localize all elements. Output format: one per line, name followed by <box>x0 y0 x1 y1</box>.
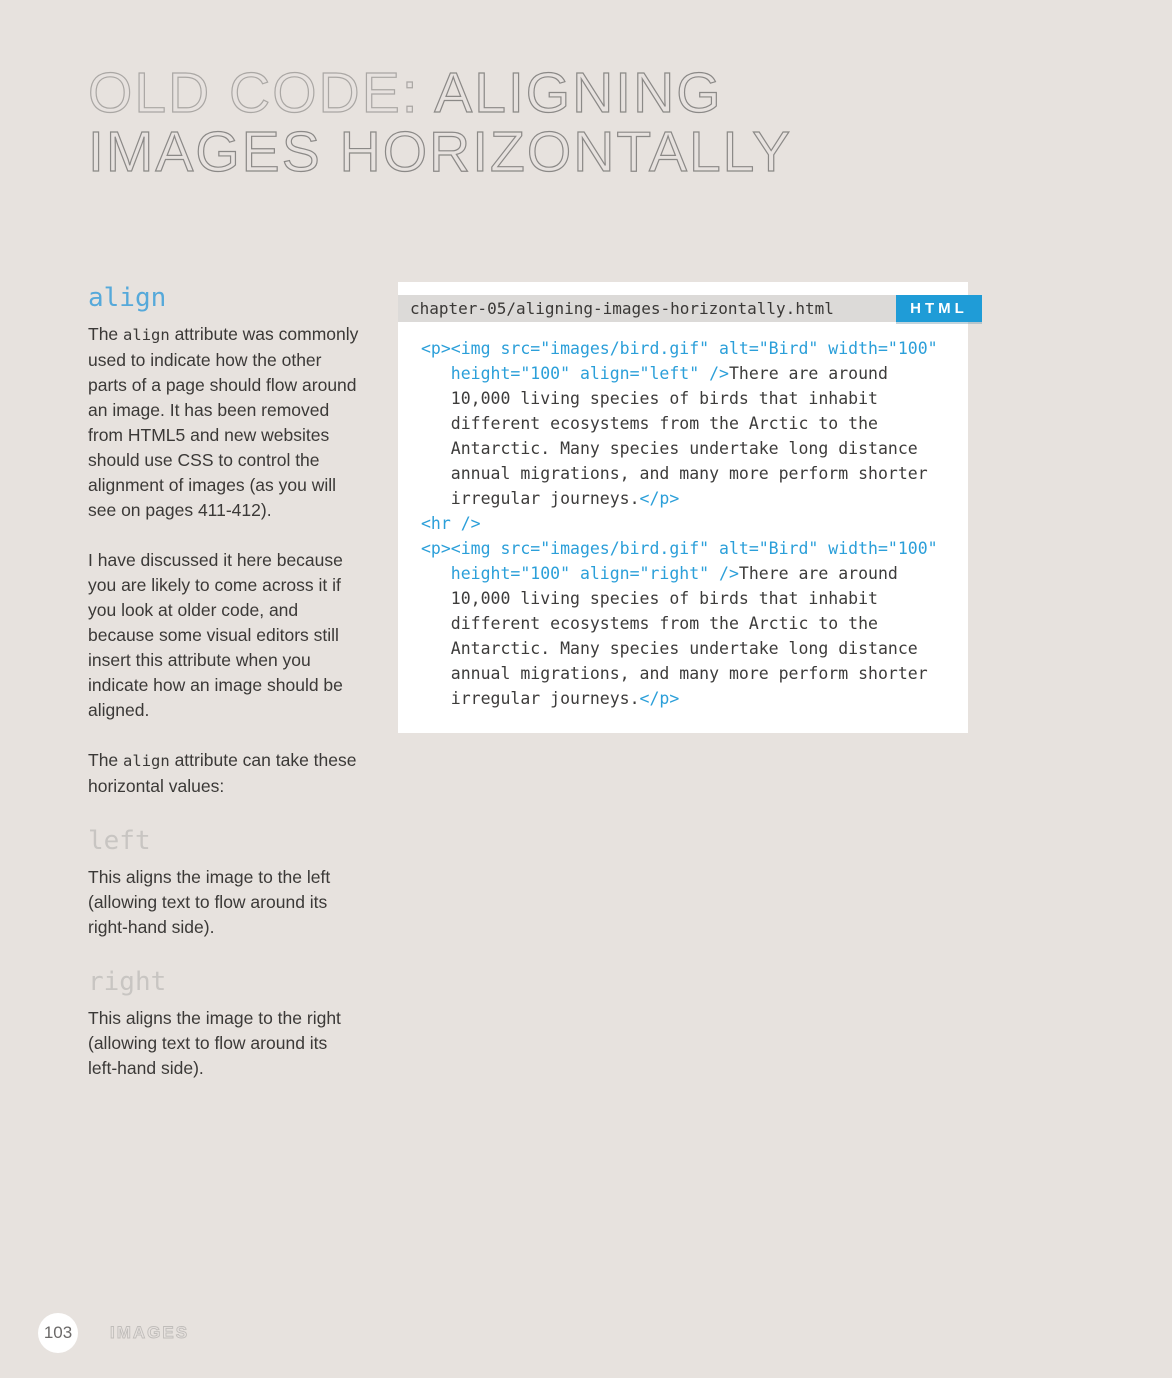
title-prefix: OLD CODE: <box>88 61 435 125</box>
left-column <box>88 283 360 1106</box>
left-heading: left <box>88 826 151 856</box>
code-line: height="100" align="left" />There are around <box>421 364 888 383</box>
code-line: Antarctic. Many species undertake long distance <box>421 639 918 658</box>
code-line: irregular journeys.</p> <box>421 489 680 508</box>
inline-code: align <box>123 752 170 770</box>
align-paragraph-2 <box>88 548 360 723</box>
code-line: Antarctic. Many species undertake long distance <box>421 439 918 458</box>
code-line: <p><img src="images/bird.gif" alt="Bird" width="100" <box>421 539 938 558</box>
code-panel <box>398 282 968 733</box>
body-text: The <box>88 324 124 344</box>
code-line: 10,000 living species of birds that inhabit <box>421 389 878 408</box>
code-line: <hr /> <box>421 514 481 533</box>
body-text: attribute can take these horizontal values: <box>88 750 357 796</box>
code-filename: chapter-05/aligning-images-horizontally.html <box>410 299 834 318</box>
body-text: I have discussed it here because you are likely to come across it if you look at older code, and because some visual editors still insert this attribute when you indicate how an image should be aligned. <box>88 550 343 720</box>
page-title <box>88 61 988 184</box>
body-text: attribute was commonly used to indicate how the other parts of a page should flow around an image. It has been removed from HTML5 and new websites should use CSS to control the alignment of images (as you will see on pages 411-412). <box>88 324 359 520</box>
code-line: annual migrations, and many more perform shorter <box>421 664 928 683</box>
title-line2: IMAGES HORIZONTALLY <box>88 120 793 184</box>
right-heading: right <box>88 967 167 997</box>
section-label: IMAGES <box>110 1323 190 1342</box>
body-text: The <box>88 750 124 770</box>
code-line: height="100" align="right" />There are around <box>421 564 898 583</box>
code-line: <p><img src="images/bird.gif" alt="Bird" width="100" <box>421 339 938 358</box>
title-line1: ALIGNING <box>434 61 723 125</box>
align-paragraph-1 <box>88 322 360 523</box>
html-badge: HTML <box>896 295 982 322</box>
left-paragraph: This aligns the image to the left (allowing text to flow around its right-hand side). <box>88 867 331 937</box>
code-line: irregular journeys.</p> <box>421 689 680 708</box>
code-line: different ecosystems from the Arctic to the <box>421 414 878 433</box>
page-footer <box>38 1313 189 1353</box>
align-heading: align <box>88 283 167 313</box>
align-paragraph-3 <box>88 748 360 799</box>
page-number: 103 <box>38 1313 78 1353</box>
code-header-bar <box>398 295 968 322</box>
code-line: 10,000 living species of birds that inhabit <box>421 589 878 608</box>
right-paragraph: This aligns the image to the right (allowing text to flow around its left-hand side). <box>88 1008 341 1078</box>
code-line: different ecosystems from the Arctic to the <box>421 614 878 633</box>
code-block <box>398 322 968 711</box>
code-line: annual migrations, and many more perform shorter <box>421 464 928 483</box>
inline-code: align <box>123 326 170 344</box>
